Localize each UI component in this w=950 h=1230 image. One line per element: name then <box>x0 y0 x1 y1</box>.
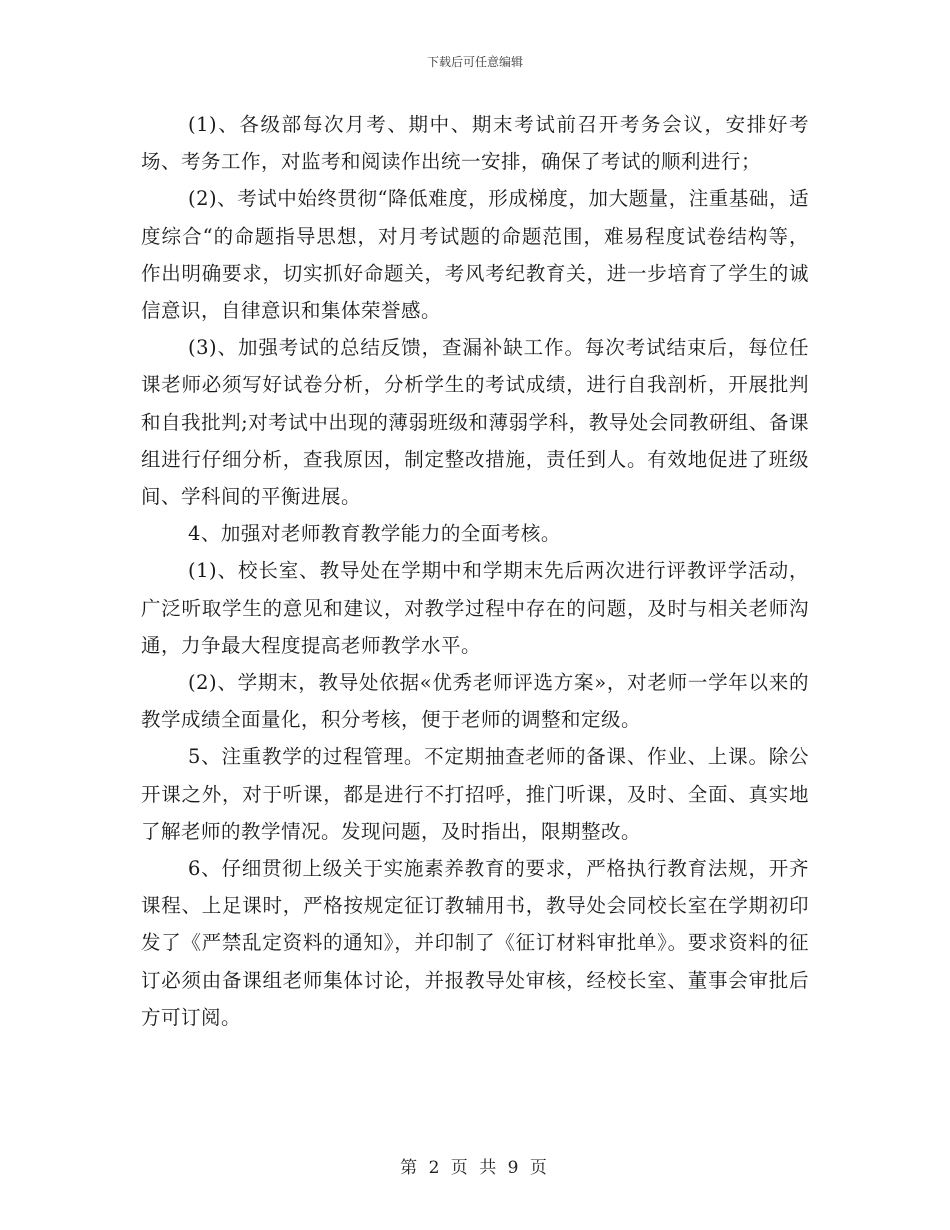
paragraph-2: (2)、考试中始终贯彻“降低难度，形成梯度，加大题量，注重基础，适度综合“的命题指导思想，对月考试题的命题范围，难易程度试卷结构等，作出明确要求，切实抓好命题关，考风考纪教育关，进一步培育了学生的诚信意识，自律意识和集体荣誉感。 <box>141 187 809 323</box>
paragraph-5: (1)、校长室、教导处在学期中和学期末先后两次进行评教评学活动，广泛听取学生的意见和建议，对教学过程中存在的问题，及时与相关老师沟通，力争最大程度提高老师教学水平。 <box>141 559 809 657</box>
paragraph-1: (1)、各级部每次月考、期中、期末考试前召开考务会议，安排好考场、考务工作，对监考和阅读作出统一安排，确保了考试的顺利进行； <box>141 113 809 174</box>
paragraph-3: (3)、加强考试的总结反馈，查漏补缺工作。每次考试结束后，每位任课老师必须写好试卷分析，分析学生的考试成绩，进行自我剖析，开展批判和自我批判;对考试中出现的薄弱班级和薄弱学科，教导处会同教研组、备课组进行仔细分析，查我原因，制定整改措施，责任到人。有效地促进了班级间、学科间的平衡进展。 <box>141 336 809 509</box>
paragraph-4: 4、加强对老师教育教学能力的全面考核。 <box>188 522 561 546</box>
page-footer: 第 2 页 共 9 页 <box>400 1158 550 1178</box>
page-header: 下载后可任意编辑 <box>426 55 523 69</box>
paragraph-6: (2)、学期末，教导处依据«优秀老师评选方案»，对老师一学年以来的教学成绩全面量化，积分考核，便于老师的调整和定级。 <box>141 671 809 732</box>
document-body <box>141 106 809 1036</box>
paragraph-7: 5、注重教学的过程管理。不定期抽查老师的备课、作业、上课。除公开课之外，对于听课，都是进行不打招呼，推门听课，及时、全面、真实地了解老师的教学情况。发现问题，及时指出，限期整改。 <box>141 745 809 843</box>
paragraph-8: 6、仔细贯彻上级关于实施素养教育的要求，严格执行教育法规，开齐课程、上足课时，严格按规定征订教辅用书，教导处会同校长室在学期初印发了《严禁乱定资料的通知》，并印制了《征订材料审批单》。要求资料的征订必须由备课组老师集体讨论，并报教导处审核，经校长室、董事会审批后方可订阅。 <box>141 857 809 1029</box>
